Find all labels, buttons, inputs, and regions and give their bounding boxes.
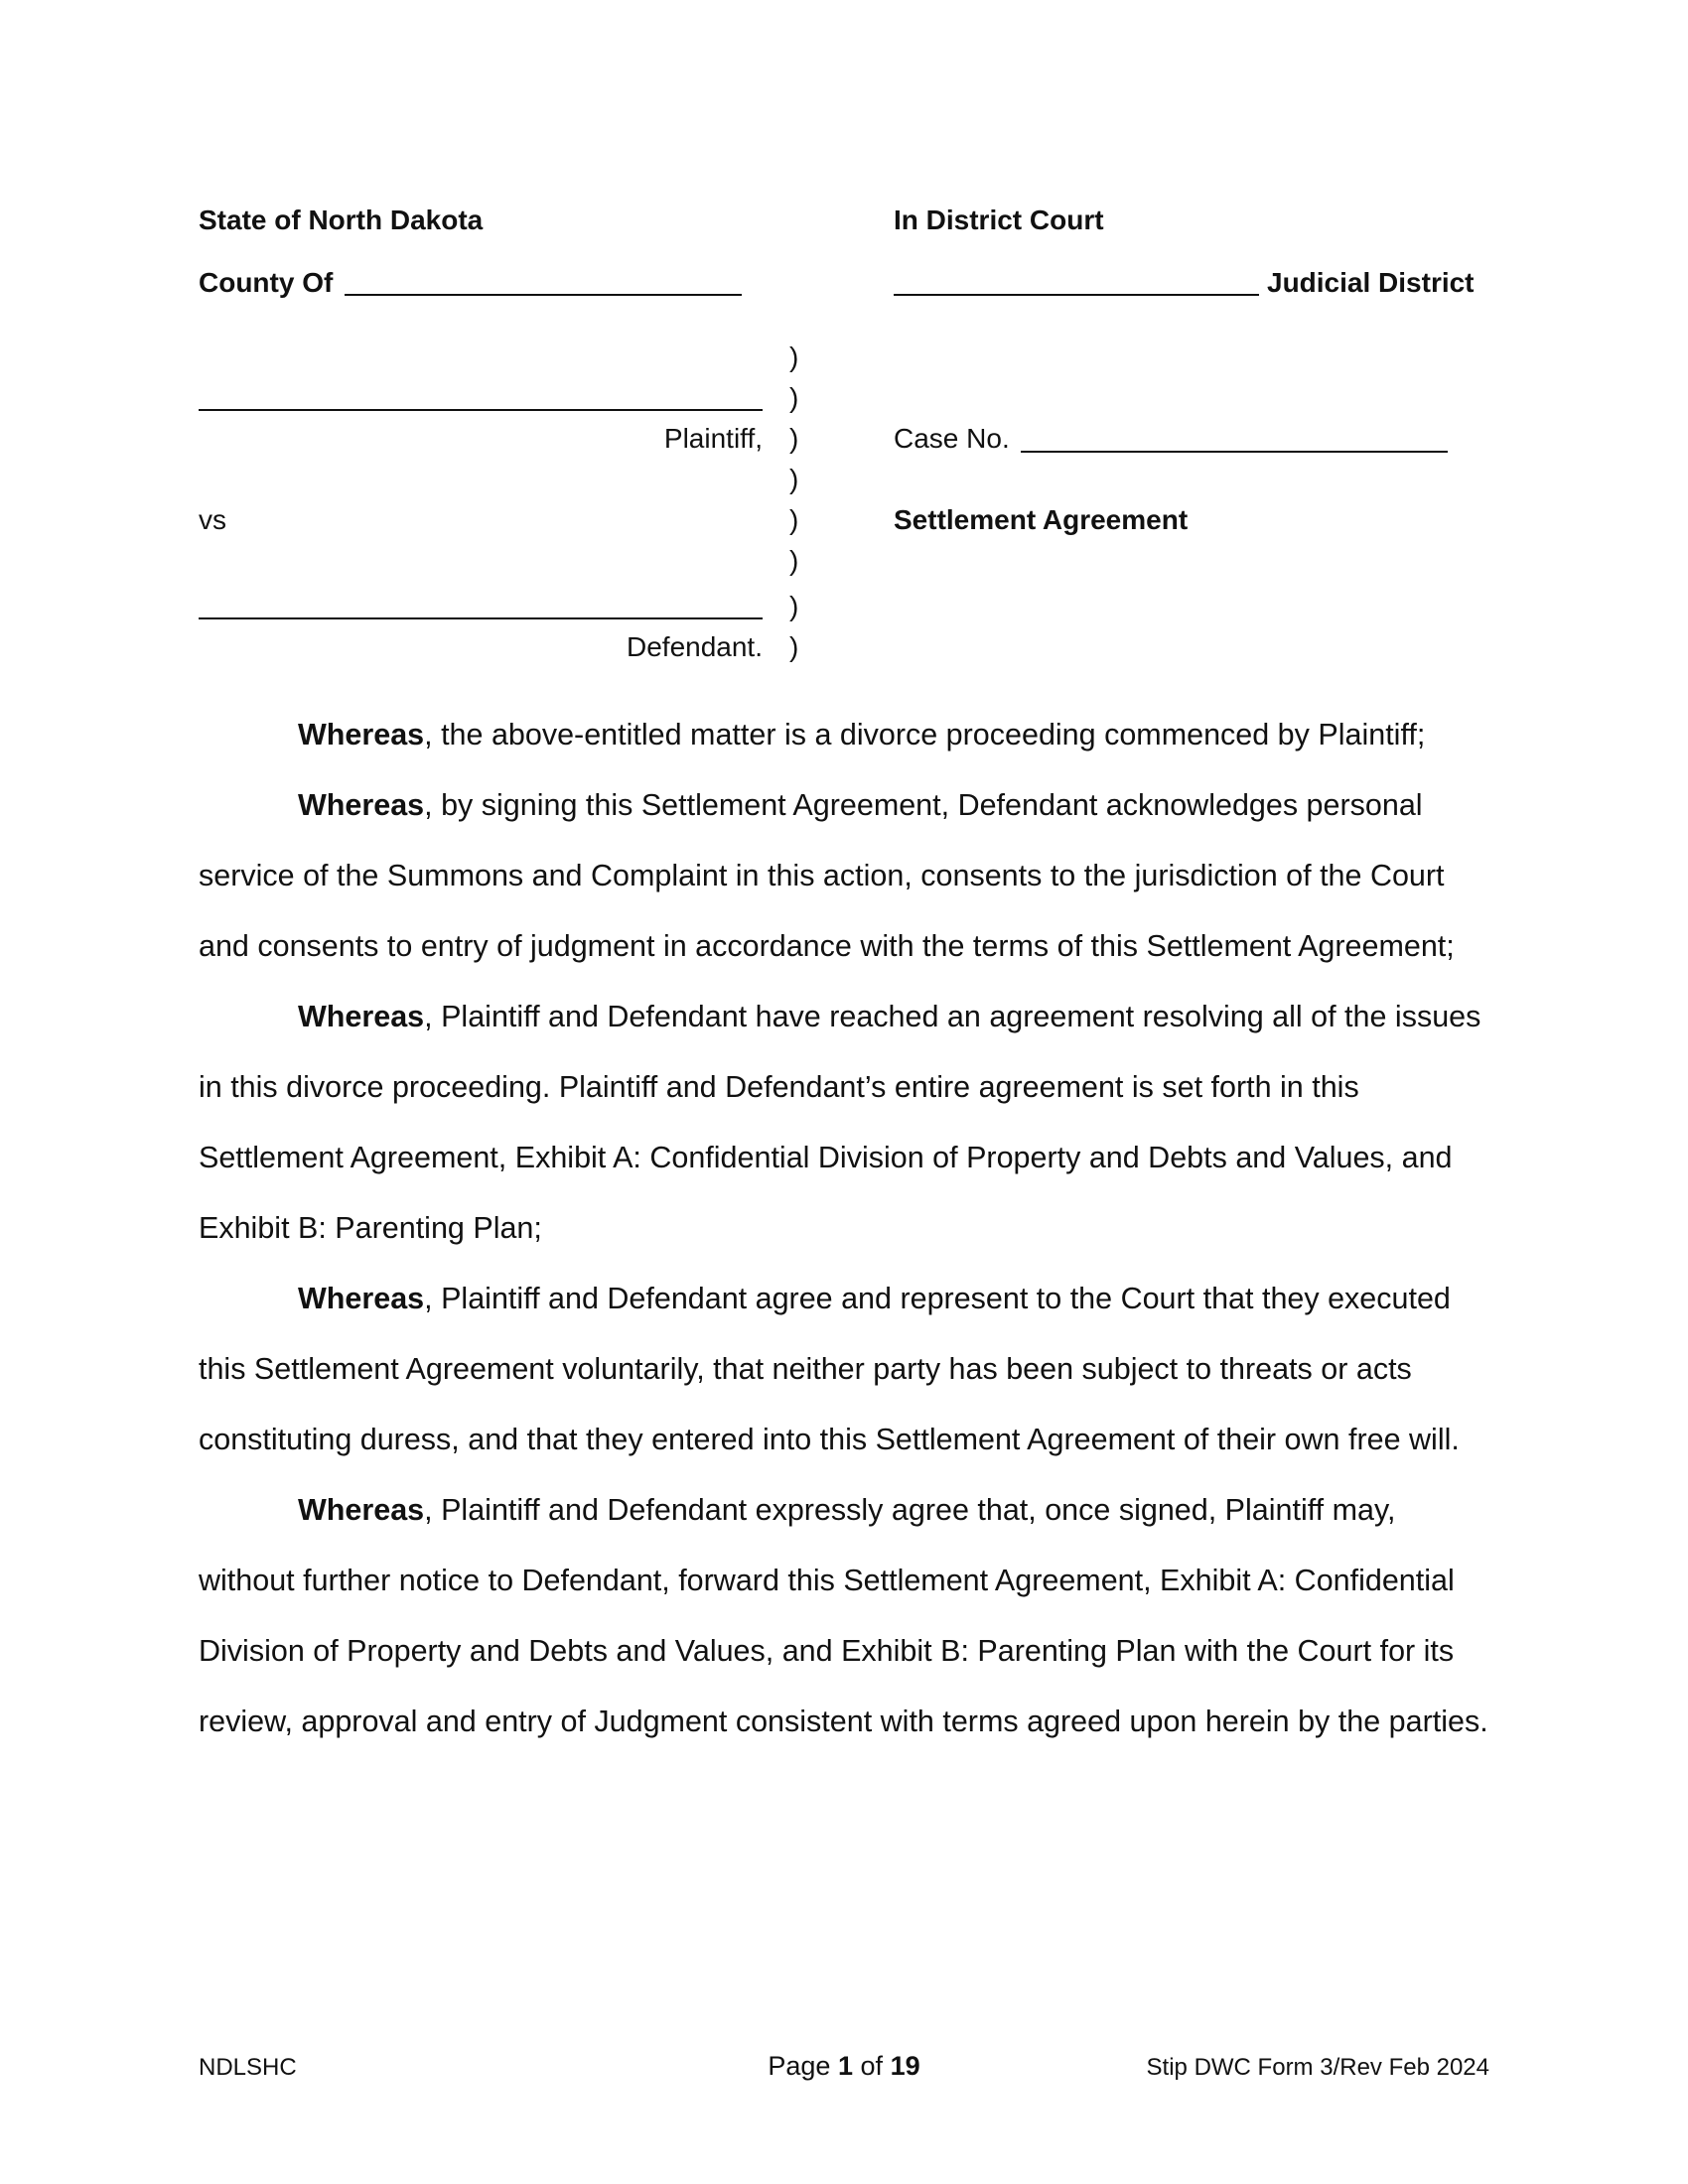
caption-paren: ) xyxy=(789,504,799,535)
paragraph-text: , by signing this Settlement Agreement, Defendant acknowledges personal service of the Summons and Complaint in this action, consents to the jurisdiction of the Court and consents to entry of judgment in accordance with the terms of this Settlement Agreement; xyxy=(199,788,1455,963)
state-heading: State of North Dakota xyxy=(199,205,484,235)
vs-label: vs xyxy=(199,504,226,535)
caption-paren: ) xyxy=(789,545,799,576)
page-word: Page xyxy=(768,2051,831,2081)
caption-paren: ) xyxy=(789,591,799,621)
document-title: Settlement Agreement xyxy=(894,504,1189,535)
footer-form-id: Stip DWC Form 3/Rev Feb 2024 xyxy=(1146,2054,1489,2081)
paragraph-text: , Plaintiff and Defendant have reached an agreement resolving all of the issues in this divorce proceeding. Plaintiff and Defendant’s entire agreement is set forth in this Settlement Agreement, Exhibit A: Confidential Division of Property and Debts and Values, and Exhibit B: Parenting Plan; xyxy=(199,1000,1481,1245)
county-label: County Of xyxy=(199,267,334,298)
whereas-paragraph xyxy=(199,982,1489,1264)
whereas-keyword: Whereas xyxy=(298,1493,425,1527)
paragraph-text: , the above-entitled matter is a divorce proceeding commenced by Plaintiff; xyxy=(424,718,1426,751)
paragraph-text: , Plaintiff and Defendant expressly agree that, once signed, Plaintiff may, without further notice to Defendant, forward this Settlement Agreement, Exhibit A: Confidential Division of Property and Debts and Values, and Exhibit B: Parenting Plan with the Court for its review, approval and entry of Judgment consistent with terms agreed upon herein by the parties. xyxy=(199,1493,1488,1738)
whereas-keyword: Whereas xyxy=(298,1000,425,1033)
paragraph-text: , Plaintiff and Defendant agree and represent to the Court that they executed this Settlement Agreement voluntarily, that neither party has been subject to threats or acts constituting duress, and that they entered into this Settlement Agreement of their own free will. xyxy=(199,1282,1460,1456)
whereas-keyword: Whereas xyxy=(298,788,425,822)
whereas-paragraph xyxy=(199,1475,1489,1757)
plaintiff-label: Plaintiff, xyxy=(663,423,763,454)
case-no-field[interactable] xyxy=(1021,451,1448,453)
page-total: 19 xyxy=(890,2051,920,2081)
whereas-keyword: Whereas xyxy=(298,1282,425,1315)
judicial-district-label: Judicial District xyxy=(1267,267,1475,298)
whereas-paragraph xyxy=(199,770,1489,982)
page-of: of xyxy=(860,2051,884,2081)
whereas-keyword: Whereas xyxy=(298,718,425,751)
defendant-label: Defendant. xyxy=(627,631,763,662)
caption-paren: ) xyxy=(789,464,799,494)
caption-paren: ) xyxy=(789,341,799,372)
whereas-paragraph xyxy=(199,1264,1489,1475)
caption-paren: ) xyxy=(789,631,799,662)
judicial-district-field[interactable] xyxy=(894,294,1259,296)
footer-org: NDLSHC xyxy=(199,2054,297,2081)
caption-paren: ) xyxy=(789,423,799,454)
caption-paren: ) xyxy=(789,382,799,413)
court-heading: In District Court xyxy=(894,205,1104,235)
page-current: 1 xyxy=(837,2051,853,2081)
case-no-label: Case No. xyxy=(894,423,1010,454)
agreement-body xyxy=(199,700,1489,1757)
county-field[interactable] xyxy=(345,294,742,296)
whereas-paragraph xyxy=(199,700,1489,770)
plaintiff-name-field[interactable] xyxy=(199,409,763,411)
defendant-name-field[interactable] xyxy=(199,617,763,619)
